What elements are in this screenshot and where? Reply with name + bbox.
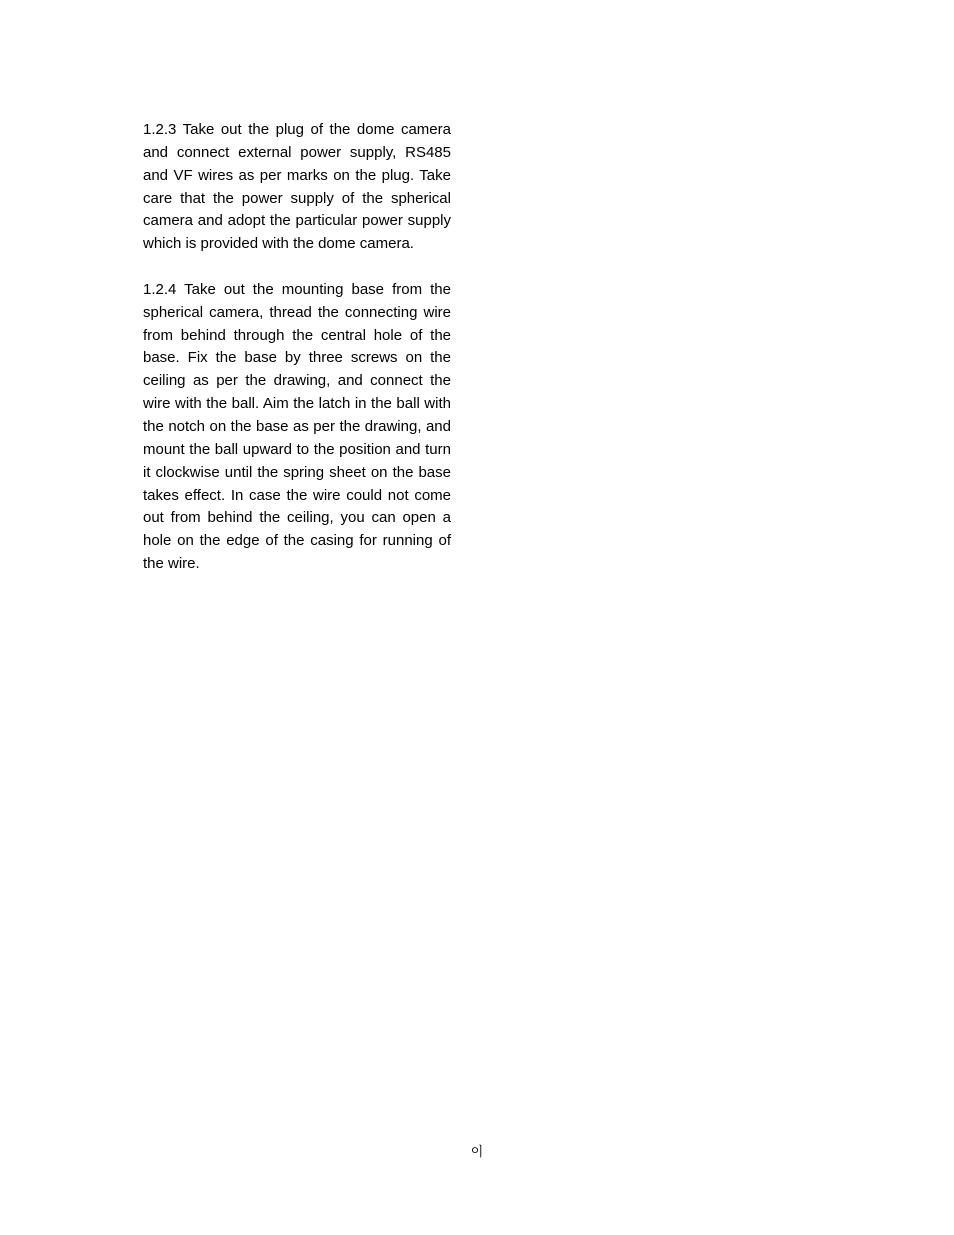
page-number: 이 bbox=[470, 1144, 484, 1159]
text-column bbox=[143, 119, 451, 576]
paragraph-1-2-4: 1.2.4 Take out the mounting base from the spherical camera, thread the connecting wire from behind through the central hole of the base. Fix the base by three screws on the ceiling as per the drawing, and connect the wire with the ball. Aim the latch in the ball with the notch on the base as per the drawing, and mount the ball upward to the position and turn it clockwise until the spring sheet on the base takes effect. In case the wire could not come out from behind the ceiling, you can open a hole on the edge of the casing for running of the wire. bbox=[143, 280, 451, 573]
paragraph-1-2-3: 1.2.3 Take out the plug of the dome camera and connect external power supply, RS485 and VF wires as per marks on the plug. Take care that the power supply of the spherical camera and adopt the particular power supply which is provided with the dome camera. bbox=[143, 121, 451, 253]
